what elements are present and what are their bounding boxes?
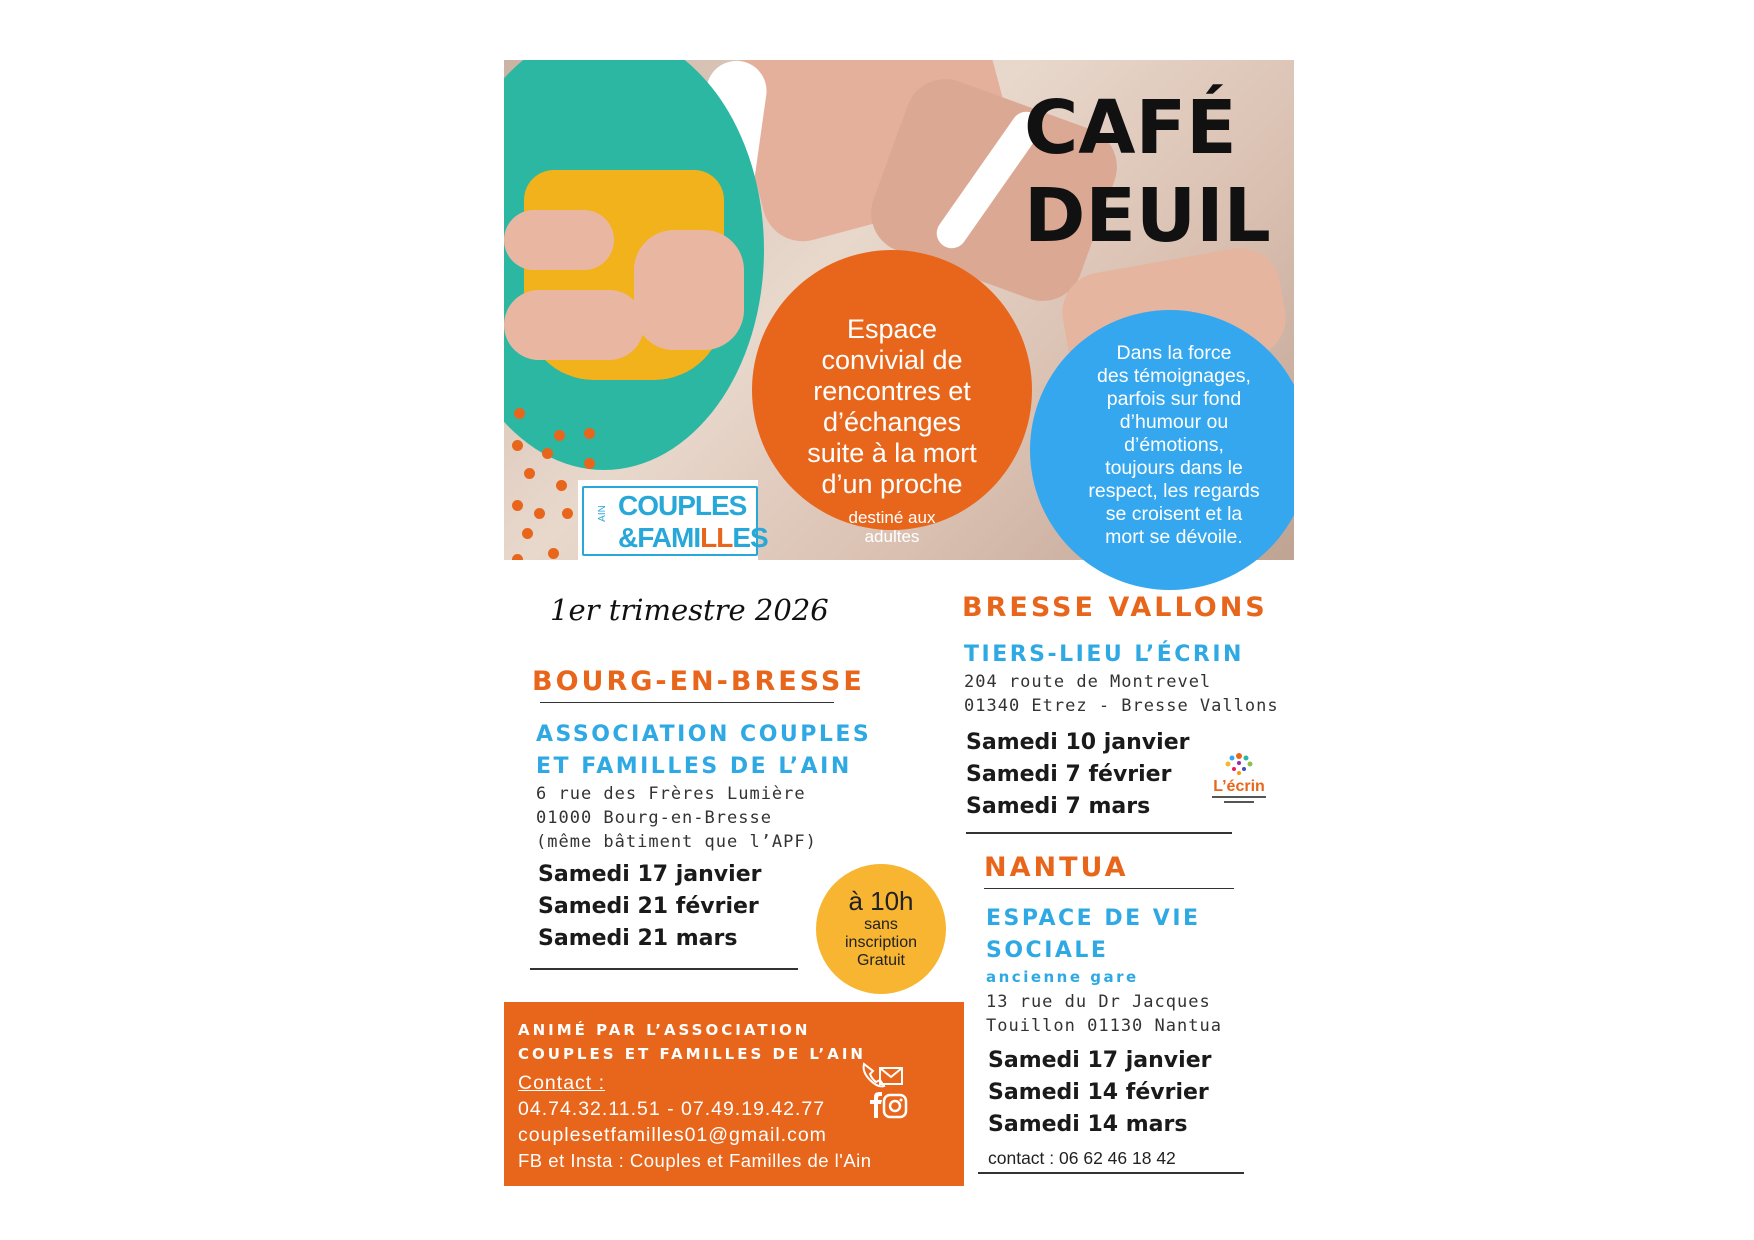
testimony-line: respect, les regards (1088, 480, 1260, 502)
date-bourg: Samedi 21 mars (538, 926, 738, 951)
address-bourg-line: (même bâtiment que l’APF) (536, 832, 817, 852)
social-label: FB et Insta : Couples et Familles de l'Ain (518, 1150, 872, 1171)
quarter-heading: 1er trimestre 2026 (550, 593, 829, 627)
venue-bresse: TIERS-LIEU L’ÉCRIN (964, 642, 1244, 667)
address-bourg-line: 01000 Bourg-en-Bresse (536, 808, 772, 828)
venue-bourg-line-2: ET FAMILLES DE L’AIN (536, 754, 852, 779)
intro-line: convivial de (821, 345, 963, 375)
venue-bourg-line-1: ASSOCIATION COUPLES (536, 722, 872, 747)
intro-line: d’échanges (822, 407, 962, 437)
badge-line: sans (864, 916, 898, 933)
city-bresse-vallons: BRESSE VALLONS (962, 592, 1268, 623)
page-title (1024, 84, 1271, 260)
badge-line: inscription (844, 934, 918, 951)
date-nantua: Samedi 14 mars (988, 1112, 1188, 1137)
svg-text:L’écrin: L’écrin (1213, 778, 1265, 795)
intro-circle (752, 250, 1032, 546)
testimony-circle (1030, 310, 1294, 590)
date-bresse: Samedi 7 février (966, 762, 1172, 787)
testimony-line: mort se dévoile. (1105, 526, 1243, 548)
date-bourg: Samedi 17 janvier (538, 862, 762, 887)
audience-line: adultes (864, 527, 920, 546)
city-nantua: NANTUA (984, 852, 1129, 883)
venue-nantua-line-1: ESPACE DE VIE (986, 906, 1201, 931)
venue-nantua-sub: ancienne gare (986, 968, 1139, 986)
time-label: à 10h (848, 886, 914, 916)
testimony-line: toujours dans le (1105, 457, 1243, 479)
divider (540, 702, 834, 703)
address-bresse-line: 204 route de Montrevel (964, 672, 1212, 692)
hand-right-mug (634, 230, 744, 350)
logo-line-2: &FAMILLES (618, 522, 768, 553)
organizer-label: ANIMÉ PAR L’ASSOCIATION COUPLES ET FAMILLES DE L’AIN (518, 1021, 866, 1063)
testimony-line: parfois sur fond (1106, 388, 1242, 410)
testimony-line: se croisent et la (1105, 503, 1243, 525)
contact-label: Contact : (518, 1072, 606, 1094)
email-link[interactable]: couplesetfamilles01@gmail.com (518, 1124, 827, 1146)
testimony-line: des témoignages, (1097, 365, 1251, 387)
facebook-instagram-icon (864, 1092, 908, 1124)
intro-line: rencontres et (813, 376, 971, 406)
contact-box (504, 1002, 964, 1186)
divider (530, 968, 798, 970)
testimony-line: d’émotions, (1124, 434, 1224, 456)
title-line-1: CAFÉ (1024, 85, 1237, 171)
city-bourg: BOURG-EN-BRESSE (532, 666, 865, 697)
divider (984, 888, 1234, 889)
date-bourg: Samedi 21 février (538, 894, 759, 919)
divider (978, 1172, 1244, 1174)
date-bresse: Samedi 10 janvier (966, 730, 1190, 755)
couples-familles-logo (578, 480, 768, 562)
badge-line: Gratuit (856, 952, 905, 969)
divider (966, 832, 1232, 834)
date-nantua: Samedi 14 février (988, 1080, 1209, 1105)
hand-left (504, 210, 614, 270)
address-nantua-line: 13 rue du Dr Jacques (986, 992, 1211, 1012)
date-nantua: Samedi 17 janvier (988, 1048, 1212, 1073)
logo-ain: AIN (596, 505, 608, 522)
address-nantua-line: Touillon 01130 Nantua (986, 1016, 1222, 1036)
phone-mail-icon (860, 1060, 906, 1094)
date-bresse: Samedi 7 mars (966, 794, 1151, 819)
testimony-line: d’humour ou (1119, 411, 1229, 433)
intro-line: suite à la mort (807, 438, 977, 468)
hand-left-lower (504, 290, 644, 360)
title-line-2: DEUIL (1024, 173, 1271, 259)
flyer (504, 60, 1294, 1186)
ecrin-logo (1204, 748, 1274, 808)
contact-nantua: contact : 06 62 46 18 42 (988, 1148, 1176, 1168)
address-bresse-line: 01340 Etrez - Bresse Vallons (964, 696, 1279, 716)
audience-line: destiné aux (848, 508, 936, 527)
time-badge (816, 864, 946, 994)
venue-nantua-line-2: SOCIALE (986, 938, 1109, 963)
logo-line-1: COUPLES (618, 490, 747, 521)
intro-line: Espace (846, 314, 938, 344)
phone-numbers: 04.74.32.11.51 - 07.49.19.42.77 (518, 1098, 826, 1120)
testimony-line: Dans la force (1116, 342, 1232, 364)
address-bourg-line: 6 rue des Frères Lumière (536, 784, 806, 804)
intro-line: d’un proche (821, 469, 963, 499)
